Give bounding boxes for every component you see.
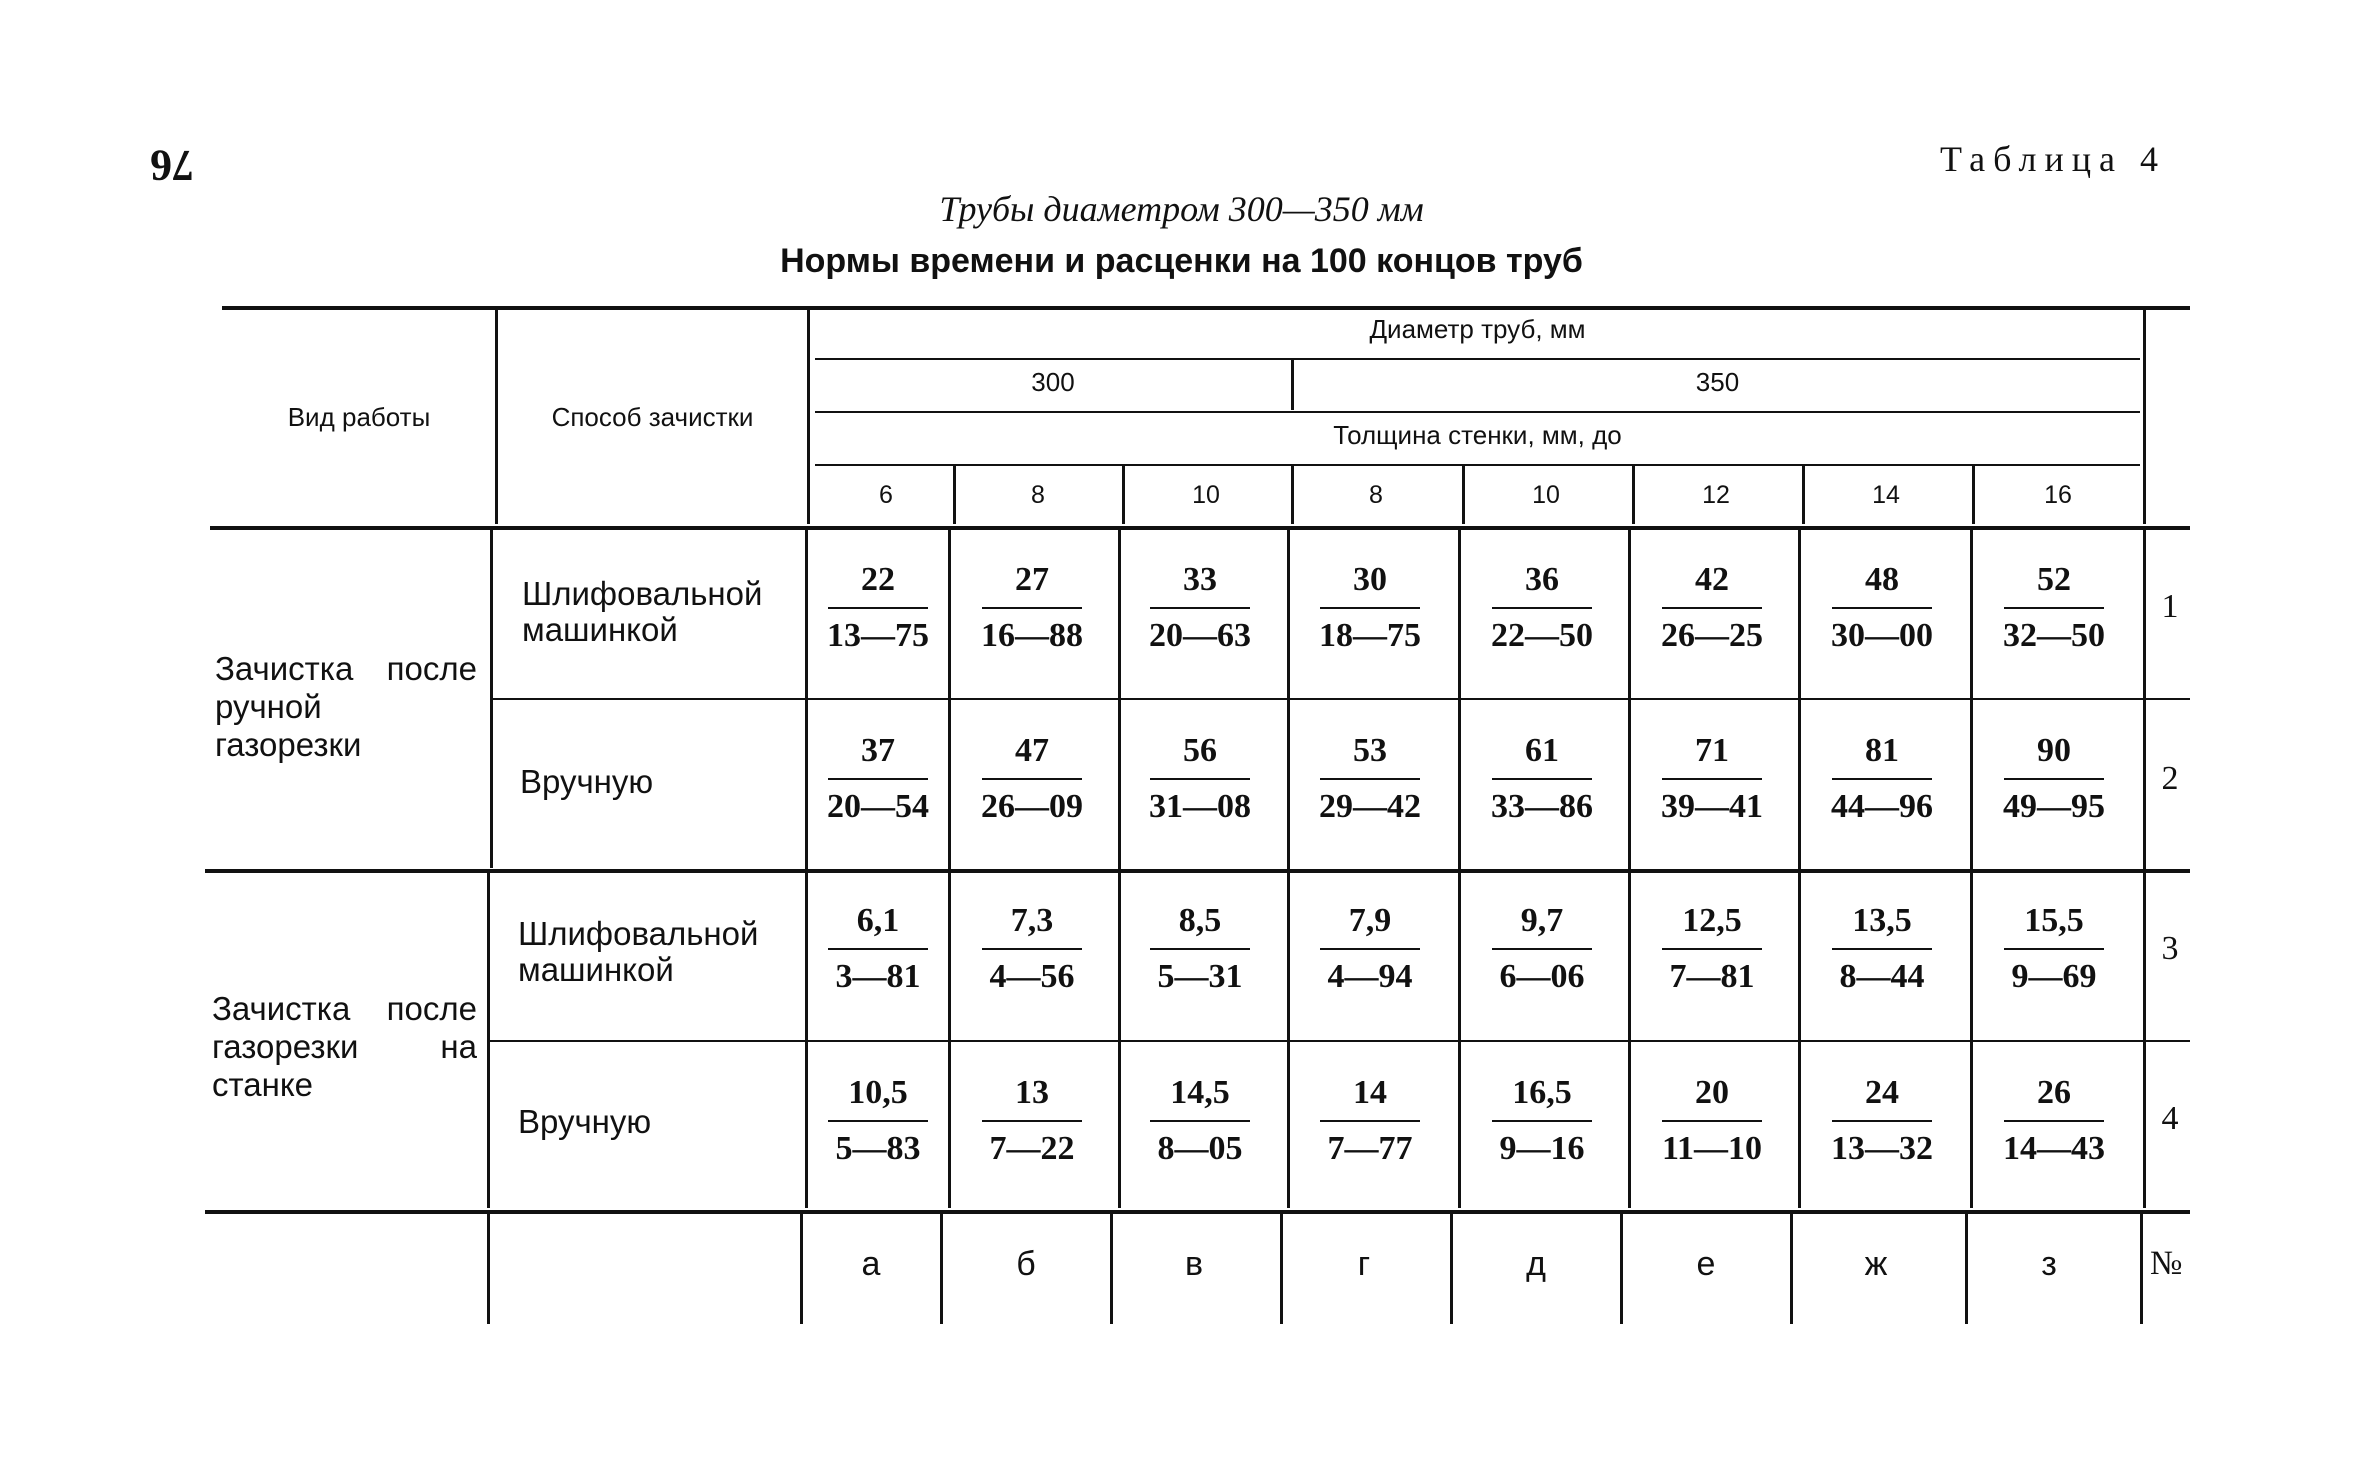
cell-r1-c2 — [976, 559, 1088, 657]
norm-value: 6,1 — [856, 902, 900, 939]
vrule-body-c2 — [1118, 530, 1121, 1208]
page-number: 76 — [150, 141, 194, 190]
cell-r3-c6 — [1656, 900, 1768, 998]
header-work-type: Вид работы — [287, 402, 431, 432]
header-diameter-350: 350 — [1695, 367, 1740, 397]
row-number-2: 2 — [2161, 760, 2179, 797]
vrule-body-c3 — [1287, 530, 1290, 1208]
vrule-body-a — [490, 530, 493, 868]
footer-number-sign: № — [2150, 1245, 2183, 1282]
norm-value: 30 — [1353, 561, 1387, 598]
norm-value: 20 — [1695, 1074, 1729, 1111]
footer-letter-d: д — [1526, 1245, 1546, 1283]
header-bottom-rule — [210, 526, 2190, 530]
rate-value: 32—50 — [2003, 617, 2105, 654]
norm-value: 36 — [1525, 561, 1559, 598]
vrule-body-c1 — [948, 530, 951, 1208]
rate-value: 7—81 — [1669, 958, 1755, 995]
cell-r2-c4 — [1314, 730, 1426, 828]
footer-letter-g: г — [1357, 1245, 1371, 1283]
rate-value: 4—56 — [989, 958, 1075, 995]
vrule-col-4 — [1462, 466, 1465, 524]
footer-letter-a: а — [861, 1245, 881, 1283]
norm-value: 14 — [1353, 1074, 1387, 1111]
vrule-body-method — [805, 530, 808, 1208]
rate-value: 44—96 — [1831, 788, 1933, 825]
vrule-foot-number — [2140, 1214, 2143, 1324]
rate-value: 20—63 — [1149, 617, 1251, 654]
vrule-method-data — [807, 308, 810, 524]
vrule-foot-b — [800, 1214, 803, 1324]
vrule-foot-c3 — [1280, 1214, 1283, 1324]
rate-value: 5—31 — [1157, 958, 1243, 995]
thickness-col-b: 8 — [1031, 481, 1045, 509]
cell-r4-c4 — [1314, 1072, 1426, 1170]
norm-value: 15,5 — [2024, 902, 2084, 939]
norm-value: 13 — [1015, 1074, 1049, 1111]
rate-value: 26—09 — [981, 788, 1083, 825]
rate-value: 26—25 — [1661, 617, 1763, 654]
thickness-col-zh: 14 — [1872, 481, 1900, 509]
cell-r4-c7 — [1826, 1072, 1938, 1170]
norm-value: 9,7 — [1520, 902, 1564, 939]
norm-value: 61 — [1525, 732, 1559, 769]
norm-value: 22 — [861, 561, 895, 598]
method-row-3: Шлифовальной машинкой — [518, 915, 759, 988]
norm-value: 8,5 — [1178, 902, 1222, 939]
method-row-4: Вручную — [518, 1103, 652, 1140]
rate-value: 9—69 — [2011, 958, 2097, 995]
thickness-col-a: 6 — [879, 481, 893, 509]
vrule-col-2 — [1122, 466, 1125, 524]
vrule-col-5 — [1632, 466, 1635, 524]
method-row-1: Шлифовальной машинкой — [522, 575, 763, 648]
norm-value: 47 — [1015, 732, 1049, 769]
rate-value: 7—22 — [989, 1130, 1075, 1167]
header-diameter-300: 300 — [1031, 367, 1075, 397]
norm-value: 16,5 — [1512, 1074, 1572, 1111]
thickness-col-z: 16 — [2044, 481, 2072, 509]
thickness-col-e: 12 — [1702, 481, 1730, 509]
cell-r2-c5 — [1486, 730, 1598, 828]
cell-r3-c2 — [976, 900, 1088, 998]
rate-value: 33—86 — [1491, 788, 1593, 825]
rate-value: 39—41 — [1661, 788, 1763, 825]
footer-letter-zh: ж — [1864, 1245, 1888, 1283]
table-subtitle: Трубы диаметром 300—350 мм — [939, 189, 1424, 229]
vrule-foot-c1 — [940, 1214, 943, 1324]
norm-value: 90 — [2037, 732, 2071, 769]
cell-r3-c7 — [1826, 900, 1938, 998]
rate-value: 8—05 — [1157, 1130, 1243, 1167]
cell-r4-c8 — [1998, 1072, 2110, 1170]
work-type-machine-gas-cutting: Зачистка после газорезки на станке — [212, 990, 477, 1103]
norm-value: 48 — [1865, 561, 1899, 598]
norm-value: 56 — [1183, 732, 1217, 769]
cell-r4-c2 — [976, 1072, 1088, 1170]
norm-value: 27 — [1015, 561, 1049, 598]
vrule-body-c5 — [1628, 530, 1631, 1208]
cell-r3-c3 — [1144, 900, 1256, 998]
cell-r3-c1 — [822, 900, 934, 998]
cell-r2-c2 — [976, 730, 1088, 828]
rate-value: 5—83 — [835, 1130, 921, 1167]
rate-value: 20—54 — [827, 788, 929, 825]
norm-value: 12,5 — [1682, 902, 1742, 939]
vrule-col-3 — [1291, 466, 1294, 524]
vrule-foot-c2 — [1110, 1214, 1113, 1324]
norm-value: 52 — [2037, 561, 2071, 598]
vrule-body-c7 — [1970, 530, 1973, 1208]
cell-r1-c8 — [1998, 559, 2110, 657]
vrule-300-350 — [1291, 360, 1294, 410]
cell-r4-c1 — [822, 1072, 934, 1170]
vrule-col-7 — [1972, 466, 1975, 524]
thickness-col-d: 10 — [1532, 481, 1560, 509]
footer-letter-z: з — [2041, 1245, 2057, 1283]
cell-r1-c7 — [1826, 559, 1938, 657]
cell-r3-c8 — [1998, 900, 2110, 998]
row-rule-3 — [490, 1040, 2190, 1042]
rate-value: 4—94 — [1327, 958, 1413, 995]
rate-value: 49—95 — [2003, 788, 2105, 825]
row-number-1: 1 — [2161, 588, 2179, 625]
table-label: Таблица 4 — [1940, 139, 2166, 179]
vrule-col-1 — [953, 466, 956, 524]
rate-value: 7—77 — [1327, 1130, 1413, 1167]
cell-r4-c3 — [1144, 1072, 1256, 1170]
header-rule-diameter — [815, 358, 2140, 360]
norm-value: 33 — [1183, 561, 1217, 598]
rate-value: 29—42 — [1319, 788, 1421, 825]
footer-letter-e: е — [1696, 1245, 1716, 1283]
rate-value: 30—00 — [1831, 617, 1933, 654]
rate-value: 13—32 — [1831, 1130, 1933, 1167]
cell-r2-c8 — [1998, 730, 2110, 828]
cell-r1-c4 — [1314, 559, 1426, 657]
table-top-rule — [222, 306, 2190, 310]
table-title: Нормы времени и расценки на 100 концов труб — [780, 242, 1583, 280]
row-rule-1 — [490, 698, 2190, 700]
vrule-foot-c6 — [1790, 1214, 1793, 1324]
cell-r2-c7 — [1826, 730, 1938, 828]
work-type-manual-gas-cutting: Зачистка после ручной газорезки — [215, 650, 477, 763]
norm-value: 24 — [1865, 1074, 1899, 1111]
rate-value: 14—43 — [2003, 1130, 2105, 1167]
norm-value: 14,5 — [1170, 1074, 1230, 1111]
vrule-body-b — [487, 873, 490, 1208]
body-bottom-rule — [205, 1210, 2190, 1214]
norm-value: 81 — [1865, 732, 1899, 769]
cell-r2-c1 — [822, 730, 934, 828]
cell-r3-c4 — [1314, 900, 1426, 998]
header-thickness: Толщина стенки, мм, до — [1333, 420, 1622, 450]
vrule-foot-a — [487, 1214, 490, 1324]
cell-r1-c1 — [822, 559, 934, 657]
rate-value: 9—16 — [1499, 1130, 1585, 1167]
cell-r1-c3 — [1144, 559, 1256, 657]
cell-r1-c6 — [1656, 559, 1768, 657]
row-number-3: 3 — [2161, 930, 2179, 967]
vrule-body-c4 — [1458, 530, 1461, 1208]
vrule-foot-c5 — [1620, 1214, 1623, 1324]
header-rule-thickness — [815, 464, 2140, 466]
norm-value: 71 — [1695, 732, 1729, 769]
cell-r2-c6 — [1656, 730, 1768, 828]
header-diameter: Диаметр труб, мм — [1369, 314, 1586, 344]
vrule-body-c6 — [1798, 530, 1801, 1208]
footer-letter-v: в — [1184, 1245, 1204, 1283]
method-row-2: Вручную — [520, 763, 654, 800]
row-number-4: 4 — [2161, 1100, 2179, 1137]
header-rule-sizes — [815, 411, 2140, 413]
rate-value: 31—08 — [1149, 788, 1251, 825]
rate-value: 13—75 — [827, 617, 929, 654]
cell-r2-c3 — [1144, 730, 1256, 828]
vrule-work-method — [495, 308, 498, 524]
norm-value: 7,9 — [1348, 902, 1392, 939]
rate-value: 22—50 — [1491, 617, 1593, 654]
norm-value: 26 — [2037, 1074, 2071, 1111]
cell-r4-c6 — [1656, 1072, 1768, 1170]
header-method: Способ зачистки — [551, 402, 754, 432]
rate-value: 3—81 — [835, 958, 921, 995]
thickness-col-v: 10 — [1192, 481, 1220, 509]
thickness-col-g: 8 — [1369, 481, 1383, 509]
rate-value: 18—75 — [1319, 617, 1421, 654]
rate-value: 11—10 — [1661, 1130, 1763, 1167]
norm-value: 10,5 — [848, 1074, 908, 1111]
vrule-foot-c7 — [1965, 1214, 1968, 1324]
group-rule — [205, 869, 2190, 873]
cell-r3-c5 — [1486, 900, 1598, 998]
footer-letter-b: б — [1016, 1245, 1036, 1283]
rate-value: 6—06 — [1499, 958, 1585, 995]
norm-value: 53 — [1353, 732, 1387, 769]
vrule-foot-c4 — [1450, 1214, 1453, 1324]
rate-value: 8—44 — [1839, 958, 1925, 995]
vrule-data-number — [2143, 308, 2146, 524]
norm-value: 42 — [1695, 561, 1729, 598]
norm-value: 7,3 — [1010, 902, 1054, 939]
cell-r4-c5 — [1486, 1072, 1598, 1170]
norm-value: 13,5 — [1852, 902, 1912, 939]
norm-value: 37 — [861, 732, 895, 769]
cell-r1-c5 — [1486, 559, 1598, 657]
rate-value: 16—88 — [981, 617, 1083, 654]
vrule-col-6 — [1802, 466, 1805, 524]
